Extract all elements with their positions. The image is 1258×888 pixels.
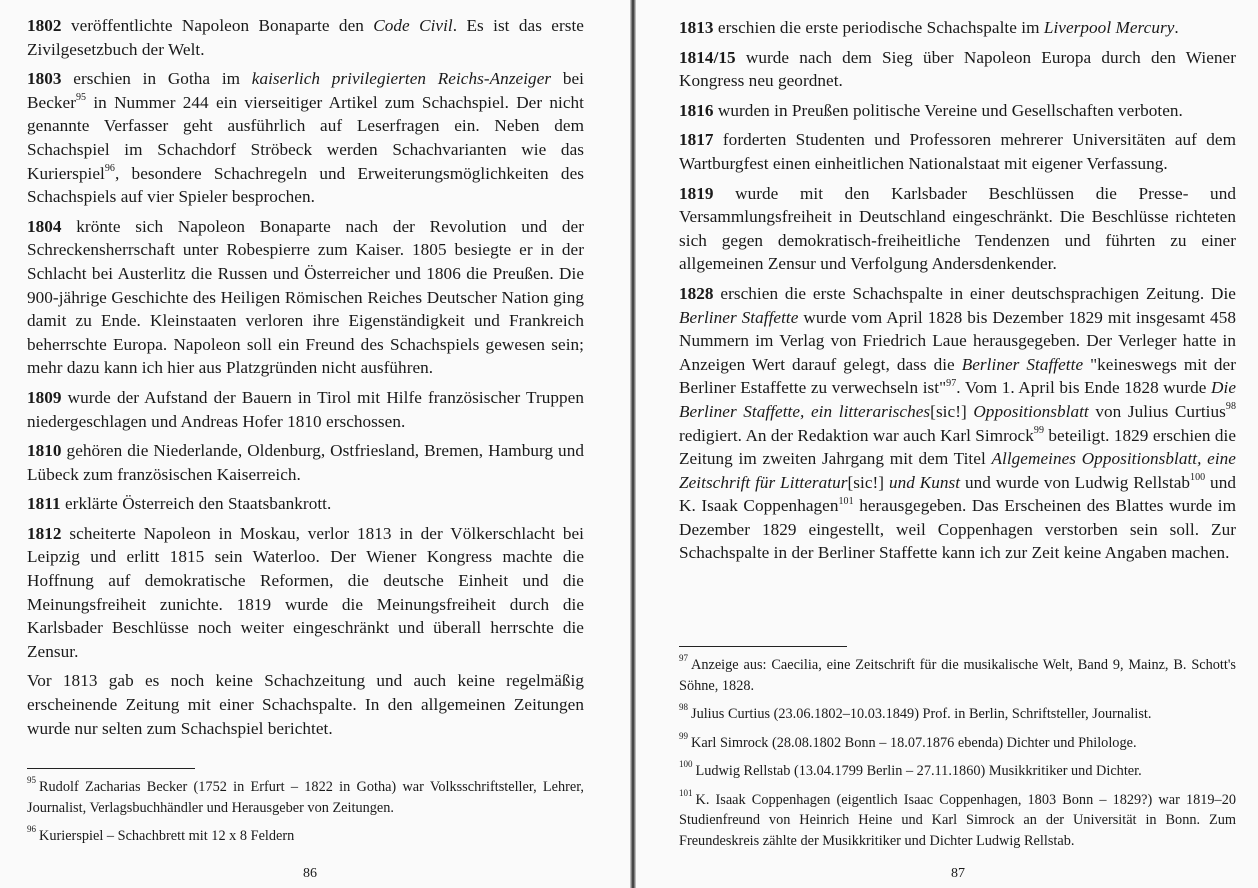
footnote [679, 655, 1236, 696]
paragraph [679, 182, 1236, 276]
text-run: erschien die erste Schachspalte in einer deutschsprachigen Zeitung. Die [713, 283, 1236, 303]
italic-title: Allgemeines Oppositionsblatt, eine Zeitschrift für Litteratur [679, 449, 1236, 492]
footnote [679, 704, 1236, 725]
paragraph [27, 386, 584, 433]
text-run: erschien in Gotha im [61, 69, 252, 89]
text-run: wurde der Aufstand der Bauern in Tirol mit Hilfe französischer Truppen niedergeschlagen und Andreas Hofer 1810 erschossen. [27, 387, 584, 431]
text-run: [sic!] [847, 472, 889, 492]
year-label: 1812 [27, 523, 62, 543]
year-label: 1802 [27, 16, 62, 35]
text-run: "keineswegs mit der Berliner Estaffette zu verwechseln ist" [679, 354, 1236, 398]
text-run: scheiterte Napoleon in Moskau, verlor 1813 in der Völkerschlacht bei Leipzig und erlitt 1815 sein Waterloo. Der Wiener Kongress machte die Hoffnung auf demokratische Reformen, die deutsche Einheit und die Meinungsfreiheit zunichte. 1819 wurde die Meinungsfreiheit durch die Karlsbader Beschlüsse noch weiter eingeschränkt und überall herrschte die Zensur. [27, 523, 584, 661]
left-footnote-list [27, 777, 584, 847]
text-run: erklärte Österreich den Staatsbankrott. [60, 494, 332, 514]
paragraph [679, 128, 1236, 175]
footnote-rule [27, 768, 195, 769]
footnote-text: Karl Simrock (28.08.1802 Bonn – 18.07.1876 ebenda) Dichter und Philologe. [691, 734, 1137, 751]
footnote-text: Kurierspiel – Schachbrett mit 12 x 8 Feldern [39, 828, 295, 844]
right-footnote-list [679, 655, 1236, 851]
text-run: krönte sich Napoleon Bonaparte nach der Revolution und der Schreckensherrschaft unter Robespierre zum Kaiser. 1805 besiegte er in der Schlacht bei Austerlitz die Russen und Österreicher und 1806 die Preußen. Die 900-jährige Geschichte des Heiligen Römischen Reiches Deutscher Nation ging damit zu Ende. Kleinstaaten verloren ihre Eigenständigkeit und Frankreich beherrschte Europa. Napoleon soll ein Freund des Schachspiels gewesen sein; mehr dazu kann ich hier aus Platzgründen nicht ausführen. [27, 216, 584, 378]
paragraph [679, 16, 1236, 40]
footnote-number: 99 [679, 730, 688, 741]
footnote-number: 95 [27, 775, 36, 786]
paragraph [27, 215, 584, 380]
text-run: . [1174, 18, 1179, 37]
footnote-reference: 96 [104, 162, 115, 174]
footnote-text: Rudolf Zacharias Becker (1752 in Erfurt – 1822 in Gotha) war Volksschriftsteller, Lehrer, Journalist, Verlagsbuchhändler und Herausgeber von Zeitungen. [27, 779, 584, 816]
footnote [27, 826, 584, 847]
footnote [679, 761, 1236, 782]
right-page [636, 0, 1258, 888]
text-run: redigiert. An der Redaktion war auch Karl Simrock [679, 425, 1034, 445]
paragraph [27, 439, 584, 486]
text-run: und wurde von Ludwig Rellstab [960, 472, 1191, 492]
footnote-number: 97 [679, 653, 688, 664]
year-label: 1819 [679, 183, 714, 203]
paragraph [679, 282, 1236, 565]
paragraph [27, 669, 584, 740]
footnote [27, 777, 584, 818]
footnote-number: 98 [679, 702, 688, 713]
italic-title: Berliner Staffette [679, 307, 799, 327]
text-run: . Vom 1. April bis Ende 1828 wurde [956, 378, 1212, 398]
year-label: 1804 [27, 216, 62, 236]
text-run: und K. Isaak Coppenhagen [679, 472, 1236, 516]
year-label: 1811 [27, 494, 61, 514]
footnote-reference: 100 [1190, 471, 1206, 483]
text-run: Vor 1813 gab es noch keine Schachzeitung und auch keine regelmäßig erscheinende Zeitung mit einer Schachspalte. In den allgemeinen Zeitungen wurde nur selten zum Schachspiel berichtet. [27, 671, 584, 738]
italic-title: und Kunst [888, 472, 961, 492]
text-run: wurden in Preußen politische Vereine und Gesellschaften verboten. [713, 100, 1183, 120]
footnote-reference: 97 [946, 377, 957, 389]
left-footnotes [27, 768, 584, 855]
text-run: von Julius Curtius [1088, 401, 1226, 421]
footnote-number: 101 [679, 787, 693, 798]
year-label: 1813 [679, 18, 714, 37]
italic-title: Code Civil [373, 16, 453, 35]
text-run: wurde nach dem Sieg über Napoleon Europa durch den Wiener Kongress neu geordnet. [679, 47, 1236, 91]
text-run: . Es ist das erste Zivilgesetzbuch der Welt. [27, 16, 584, 59]
text-run: bei Becker [27, 69, 584, 112]
text-run: forderten Studenten und Professoren mehrerer Universitäten auf dem Wartburgfest einen einheitlichen Nationalstaat mit eigener Verfassung. [679, 130, 1236, 173]
footnote-reference: 101 [838, 495, 854, 507]
year-label: 1828 [679, 283, 714, 303]
right-body-text [679, 16, 1236, 565]
footnote-text: K. Isaak Coppenhagen (eigentlich Isaac Coppenhagen, 1803 Bonn – 1829?) war 1819–20 Studienfreund von Heinrich Heine und Karl Simrock an der Universität in Bonn. Zum Freundeskreis zählte der Musikkritiker und Dichter Ludwig Rellstab. [679, 791, 1236, 849]
italic-title: Liverpool Mercury [1043, 18, 1175, 37]
left-page-number: 86 [303, 866, 317, 881]
footnote-rule [679, 646, 847, 647]
footnote-reference: 99 [1033, 424, 1044, 436]
right-footnotes [679, 646, 1236, 859]
text-run: veröffentlichte Napoleon Bonaparte den [61, 16, 374, 35]
left-body-text [27, 14, 584, 740]
paragraph [679, 46, 1236, 93]
italic-title: Berliner Staffette [961, 354, 1084, 374]
paragraph [679, 99, 1236, 123]
year-label: 1816 [679, 100, 714, 120]
footnote-reference: 95 [75, 92, 87, 104]
year-label: 1814/15 [679, 47, 736, 67]
paragraph [27, 522, 584, 664]
footnote-text: Anzeige aus: Caecilia, eine Zeitschrift für die musikalische Welt, Band 9, Mainz, B. Schott's Söhne, 1828. [679, 657, 1236, 694]
footnote [679, 787, 1236, 852]
italic-title: Die Berliner Staffette, ein litterarisches [679, 378, 1236, 421]
year-label: 1817 [679, 130, 714, 150]
footnote-text: Julius Curtius (23.06.1802–10.03.1849) Prof. in Berlin, Schriftsteller, Journalist. [691, 706, 1152, 722]
footnote-number: 96 [27, 824, 36, 835]
year-label: 1809 [27, 387, 62, 407]
footnote-reference: 98 [1225, 401, 1236, 413]
year-label: 1803 [27, 69, 62, 89]
text-run: gehören die Niederlande, Oldenburg, Ostfriesland, Bremen, Hamburg und Lübeck zum französischen Kaiserreich. [27, 441, 584, 484]
paragraph [27, 14, 584, 61]
italic-title: Oppositionsblatt [973, 401, 1089, 421]
italic-title: kaiserlich privilegierten Reichs-Anzeiger [251, 69, 552, 89]
text-run: , besondere Schachregeln und Erweiterungsmöglichkeiten des Schachspiels auf vier Spieler besprochen. [27, 163, 584, 207]
text-run: erschien die erste periodische Schachspalte im [713, 18, 1044, 37]
footnote-number: 100 [679, 759, 693, 770]
right-page-number: 87 [951, 866, 965, 881]
footnote [679, 730, 1236, 754]
text-run: beteiligt. 1829 erschien die Zeitung im zweiten Jahrgang mit dem Titel [679, 425, 1237, 469]
footnote-text: Ludwig Rellstab (13.04.1799 Berlin – 27.11.1860) Musikkritiker und Dichter. [695, 763, 1142, 779]
text-run: herausgegeben. Das Erscheinen des Blattes wurde im Dezember 1829 eingestellt, weil Coppenhagen verstorben sein soll. Zur Schachspalte in der Berliner Staffette kann ich zur Zeit keine Angaben machen. [679, 496, 1236, 563]
text-run: in Nummer 244 ein vierseitiger Artikel zum Schachspiel. Der nicht genannte Verfasser geht ausführlich auf Leserfragen ein. Neben dem Schachspiel im Schachdorf Ströbeck werden Schachvarianten wie das Kurierspiel [27, 92, 584, 183]
text-run: wurde vom April 1828 bis Dezember 1829 mit insgesamt 458 Nummern im Verlag von Friedrich Laue herausgegeben. Der Verleger hatte in Anzeigen Wert darauf gelegt, dass die [679, 307, 1236, 374]
year-label: 1810 [27, 441, 62, 461]
text-run: wurde mit den Karlsbader Beschlüssen die Presse- und Versammlungsfreiheit in Deutschland eingeschränkt. Die Beschlüsse richteten sich gegen demokratisch-freiheitliche Tendenzen und führten zu einer allgemeinen Zensur und Verfolgung Andersdenkender. [679, 183, 1236, 274]
text-run: [sic!] [930, 401, 974, 421]
paragraph [27, 67, 584, 209]
paragraph [27, 492, 584, 516]
